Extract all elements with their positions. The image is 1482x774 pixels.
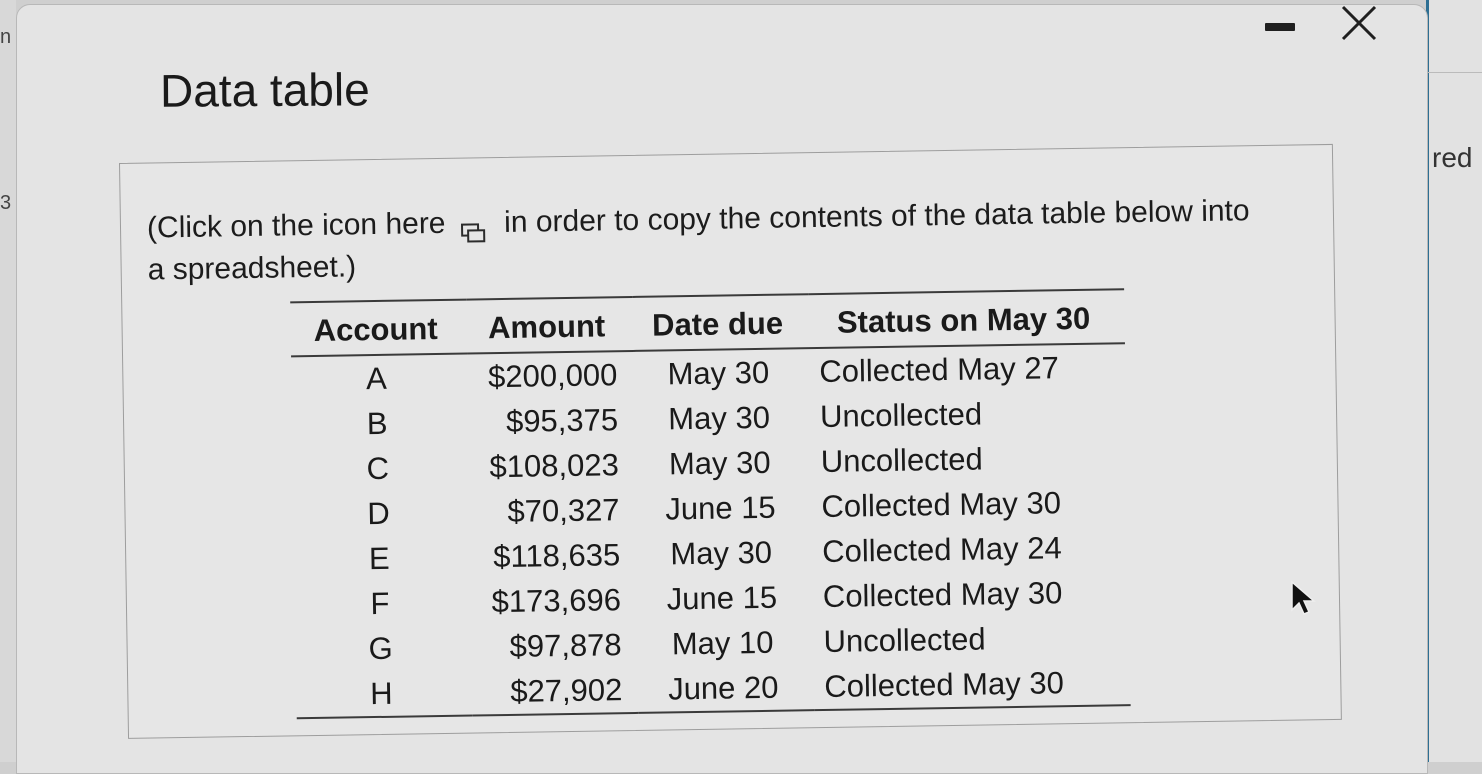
background-text-fragment: red <box>1432 142 1473 173</box>
data-table <box>290 288 1130 719</box>
minimize-button[interactable] <box>1262 15 1298 39</box>
cell-amount: $27,902 <box>510 671 623 709</box>
copy-to-spreadsheet-icon[interactable] <box>460 213 486 235</box>
cell-status: Collected May 27 <box>819 349 1060 389</box>
cell-account: C <box>366 450 390 486</box>
cell-amount: $95,375 <box>505 401 619 439</box>
column-header-status: Status on May 30 <box>836 300 1091 340</box>
instructions-before-icon: (Click on the icon here <box>146 206 446 245</box>
background-window-right <box>1426 0 1482 762</box>
background-text-fragment: 3 <box>0 192 12 214</box>
background-text-fragment: n <box>0 26 12 48</box>
cell-status: Collected May 30 <box>821 484 1062 524</box>
cell-status: Collected May 30 <box>822 574 1063 614</box>
column-header-amount: Amount <box>487 308 606 346</box>
close-button[interactable] <box>1335 0 1383 47</box>
cell-date-due: May 30 <box>670 534 773 571</box>
cell-status: Collected May 30 <box>824 664 1065 704</box>
cell-amount: $108,023 <box>489 446 620 484</box>
background-window-left <box>0 0 16 762</box>
cell-date-due: May 30 <box>668 444 771 481</box>
cell-amount: $173,696 <box>491 581 622 619</box>
cell-account: H <box>369 675 393 711</box>
cell-account: A <box>365 360 388 396</box>
cell-account: E <box>368 540 390 576</box>
cell-account: D <box>367 495 390 531</box>
cell-status: Collected May 24 <box>821 529 1062 569</box>
data-table-panel <box>119 144 1342 739</box>
column-header-account: Account <box>313 311 438 348</box>
instructions-text <box>147 190 1268 292</box>
instructions-after-icon: in order to copy the contents of the data table below into a spreadsheet.) <box>147 194 1250 287</box>
close-icon <box>1335 0 1383 47</box>
cell-amount: $97,878 <box>509 626 622 664</box>
minimize-icon <box>1265 23 1295 31</box>
cell-date-due: May 10 <box>671 624 774 661</box>
dialog-title: Data table <box>159 63 370 117</box>
cell-account: B <box>366 405 388 441</box>
column-header-date-due: Date due <box>651 305 784 343</box>
cell-status: Uncollected <box>819 395 983 434</box>
cell-status: Uncollected <box>823 620 986 659</box>
cell-account: F <box>370 585 390 621</box>
data-table-dialog <box>16 4 1428 774</box>
cell-amount: $200,000 <box>487 356 618 394</box>
cell-amount: $118,635 <box>492 536 621 574</box>
cell-date-due: June 15 <box>666 579 778 616</box>
cell-date-due: May 30 <box>667 399 771 436</box>
cell-date-due: June 15 <box>665 489 776 526</box>
cell-status: Uncollected <box>820 440 984 479</box>
background-divider <box>1426 72 1482 73</box>
cell-account: G <box>368 630 393 666</box>
cell-date-due: May 30 <box>667 354 770 391</box>
cell-amount: $70,327 <box>507 491 620 529</box>
cell-date-due: June 20 <box>667 669 779 706</box>
mouse-pointer-icon <box>1290 580 1320 620</box>
